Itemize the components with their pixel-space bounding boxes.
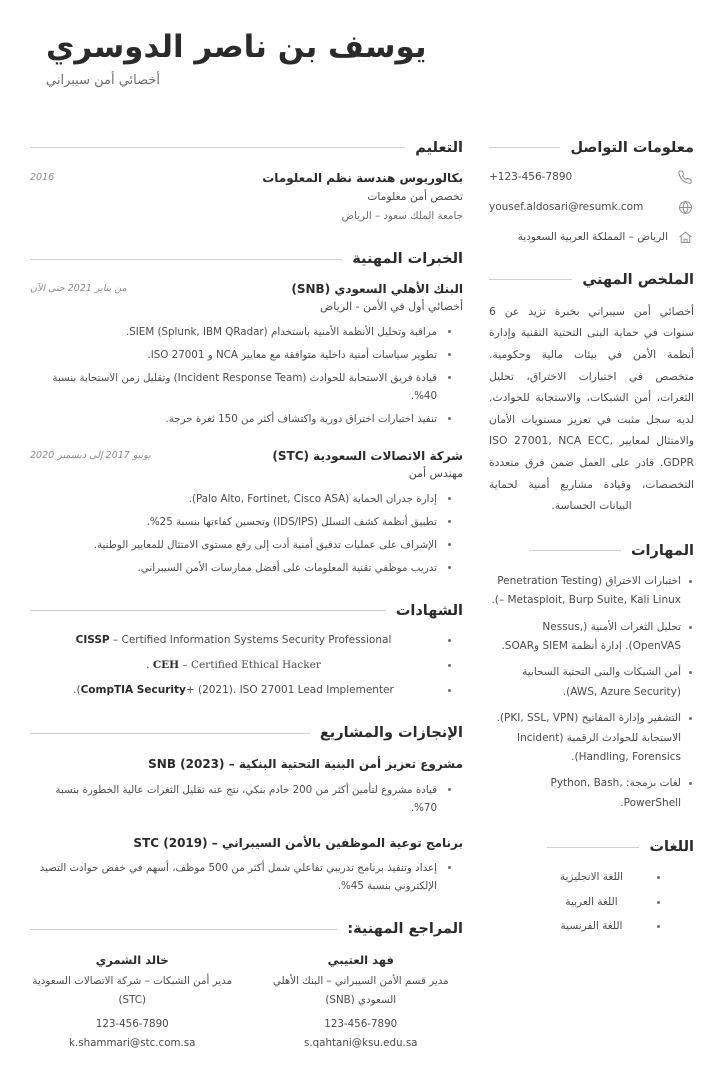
experience-task-list bbox=[30, 323, 463, 428]
certifications-list bbox=[30, 632, 463, 700]
experience-organization: شركة الاتصالات السعودية (STC) bbox=[272, 449, 463, 464]
list-item: اللغة العربية bbox=[489, 893, 694, 912]
experience-organization: البنك الأهلي السعودي (SNB) bbox=[291, 282, 463, 297]
contact-email-value[interactable]: yousef.aldosari@resumk.com bbox=[489, 200, 644, 213]
certification-name: CompTIA Security bbox=[80, 683, 186, 696]
certification-detail: + (2021). ISO 27001 Lead Implementer). bbox=[73, 683, 394, 696]
reference-phone[interactable]: 123-456-7890 bbox=[95, 1018, 169, 1031]
section-contact bbox=[489, 140, 694, 246]
contact-item-email bbox=[489, 199, 694, 216]
list-item: إعداد وتنفيذ برنامج تدريبي تفاعلي شمل أكثر من 500 موظف، أسهم في خفض حوادث التصيد الإلكتروني بنسبة 45%. bbox=[30, 859, 463, 895]
contact-item-location bbox=[489, 229, 694, 246]
reference-name: فهد العتيبي bbox=[327, 953, 394, 968]
section-title-certifications: الشهادات bbox=[395, 602, 463, 619]
candidate-name: يوسف بن ناصر الدوسري bbox=[46, 29, 427, 65]
home-icon bbox=[677, 229, 694, 246]
section-title-experience: الخبرات المهنية bbox=[352, 251, 463, 268]
experience-entry bbox=[30, 280, 463, 428]
education-entry bbox=[30, 169, 463, 226]
project-entry bbox=[30, 754, 463, 816]
references-list bbox=[30, 950, 463, 1053]
certification-name: CISSP bbox=[75, 633, 110, 646]
list-item: التشفير وإدارة المفاتيح (PKI, SSL, VPN). الاستجابة للحوادث الرقمية (Incident Handling, Forensics). bbox=[489, 709, 694, 767]
list-item: تطوير سياسات أمنية داخلية متوافقة مع معايير NCA و ISO 27001. bbox=[30, 346, 463, 364]
list-item bbox=[30, 682, 463, 700]
list-item: قيادة مشروع لتأمين أكثر من 200 خادم بنكي، نتج عنه تقليل الثغرات عالية الخطورة بنسبة 70%. bbox=[30, 781, 463, 817]
education-field: تخصص أمن معلومات bbox=[367, 190, 463, 204]
section-projects bbox=[30, 725, 463, 895]
summary-text: أخصائي أمن سيبراني بخبرة تزيد عن 6 سنوات في حماية البنى التحتية التقنية وإدارة أنظمة الأمن في بيئات مالية وحكومية. متخصص في اختبارات الاختراق، تحليل الثغرات، أمن الشبكات، والاستجابة للحوادث. لديه سجل مثبت في تعزيز مستويات الأمان والامتثال لمعايير ISO 27001, NCA ECC, GDPR. قادر على العمل ضمن فرق متعددة التخصصات، وقيادة مشاريع أمنية لحماية البيانات الحساسة. bbox=[489, 304, 695, 513]
section-languages bbox=[489, 839, 694, 936]
section-summary bbox=[489, 272, 694, 517]
section-divider bbox=[30, 610, 386, 611]
section-education bbox=[30, 140, 463, 226]
section-title-languages: اللغات bbox=[649, 839, 694, 856]
globe-icon bbox=[677, 199, 694, 216]
project-title: برنامج توعية الموظفين بالأمن السيبراني – (STC (2019 bbox=[133, 835, 463, 850]
main-column bbox=[30, 140, 463, 1079]
section-header bbox=[489, 140, 694, 156]
list-item: تدريب موظفي تقنية المعلومات على أفضل ممارسات الأمن السيبراني. bbox=[30, 559, 463, 577]
section-divider bbox=[489, 147, 560, 148]
contact-location-value: الرياض – المملكة العربية السعودية bbox=[517, 230, 668, 243]
project-point-list bbox=[30, 781, 463, 817]
list-item: إدارة جدران الحماية (Palo Alto, Fortinet, Cisco ASA). bbox=[30, 490, 463, 508]
list-item: تنفيذ اختبارات اختراق دورية واكتشاف أكثر من 150 ثغرة حرجة. bbox=[30, 410, 463, 428]
section-divider bbox=[547, 847, 639, 848]
education-degree: بكالوريوس هندسة نظم المعلومات bbox=[262, 170, 463, 185]
experience-role: مهندس أمن bbox=[408, 467, 463, 481]
experience-date: يونيو 2017 إلى ديسمبر 2020 bbox=[30, 450, 151, 462]
section-divider bbox=[30, 259, 342, 260]
section-divider bbox=[529, 550, 621, 551]
list-item bbox=[30, 657, 463, 675]
education-year: 2016 bbox=[30, 171, 55, 183]
certification-name: CEH bbox=[152, 658, 180, 671]
skills-list bbox=[489, 572, 694, 814]
section-header bbox=[30, 140, 463, 156]
section-divider bbox=[30, 147, 405, 148]
certification-detail: – Certified Ethical Hacker . bbox=[146, 658, 321, 671]
candidate-job-title: أخصائي أمن سيبراني bbox=[46, 72, 161, 88]
section-title-education: التعليم bbox=[415, 139, 463, 156]
reference-name: خالد الشمري bbox=[95, 953, 169, 968]
project-entry bbox=[30, 833, 463, 895]
project-point-list bbox=[30, 859, 463, 895]
reference-email[interactable]: s.qahtani@ksu.edu.sa bbox=[303, 1037, 418, 1050]
section-references bbox=[30, 921, 463, 1053]
resume-header bbox=[0, 0, 724, 88]
experience-role: أخصائي أول في الأمن - الرياض bbox=[320, 300, 463, 314]
section-header bbox=[489, 839, 694, 855]
reference-phone[interactable]: 123-456-7890 bbox=[324, 1018, 398, 1031]
list-item bbox=[30, 632, 463, 650]
resume-body bbox=[0, 88, 724, 1079]
section-title-projects: الإنجازات والمشاريع bbox=[319, 725, 463, 742]
list-item: تطبيق أنظمة كشف التسلل (IDS/IPS) وتحسين كفاءتها بنسبة 25%. bbox=[30, 513, 463, 531]
contact-list bbox=[489, 169, 694, 246]
section-title-contact: معلومات التواصل bbox=[570, 139, 694, 156]
list-item: تحليل الثغرات الأمنية (Nessus, OpenVAS). إدارة أنظمة SIEM وSOAR. bbox=[489, 618, 694, 657]
contact-phone-value[interactable]: +123-456-7890 bbox=[489, 170, 573, 183]
experience-date: من يناير 2021 حتى الآن bbox=[30, 283, 127, 295]
experience-task-list bbox=[30, 490, 463, 577]
languages-list bbox=[489, 868, 694, 936]
list-item: أمن الشبكات والبنى التحتية السحابية (AWS, Azure Security). bbox=[489, 663, 694, 702]
reference-email[interactable]: k.shammari@stc.com.sa bbox=[69, 1037, 196, 1050]
list-item: اختبارات الاختراق (Penetration Testing – Metasploit, Burp Suite, Kali Linux). bbox=[489, 572, 694, 611]
reference-role: مدير أمن الشبكات – شركة الاتصالات السعودية (STC) bbox=[32, 975, 233, 1007]
section-header bbox=[489, 272, 694, 288]
section-header bbox=[30, 725, 463, 741]
section-divider bbox=[30, 733, 310, 734]
list-item: اللغة الانجليزية bbox=[489, 868, 694, 887]
section-header bbox=[30, 603, 463, 619]
list-item: لغات برمجة: Python, Bash, PowerShell. bbox=[489, 774, 694, 813]
reference-card bbox=[30, 950, 235, 1053]
project-title: مشروع تعزيز أمن البنية التحتية البنكية – (SNB (2023 bbox=[148, 757, 463, 772]
section-divider bbox=[489, 279, 572, 280]
section-header bbox=[30, 921, 463, 937]
list-item: قيادة فريق الاستجابة للحوادث (Incident Response Team) وتقليل زمن الاستجابة بنسبة 40%. bbox=[30, 369, 463, 405]
list-item: اللغة الفرنسية bbox=[489, 917, 694, 936]
section-title-skills: المهارات bbox=[630, 542, 694, 559]
sidebar-column bbox=[489, 140, 694, 963]
list-item: الإشراف على عمليات تدقيق أمنية أدت إلى رفع مستوى الامتثال للمعايير الوطنية. bbox=[30, 536, 463, 554]
reference-role: مدير قسم الأمن السيبراني – البنك الأهلي السعودي (SNB) bbox=[272, 975, 449, 1007]
section-title-summary: الملخص المهني bbox=[582, 271, 694, 288]
section-header bbox=[30, 251, 463, 267]
education-school: جامعة الملك سعود – الرياض bbox=[341, 209, 463, 222]
experience-entry bbox=[30, 447, 463, 577]
reference-card bbox=[259, 950, 464, 1053]
section-skills bbox=[489, 543, 694, 814]
phone-icon bbox=[677, 169, 694, 186]
section-title-references: المراجع المهنية: bbox=[347, 921, 463, 938]
section-experience bbox=[30, 251, 463, 577]
contact-item-phone bbox=[489, 169, 694, 186]
section-header bbox=[489, 543, 694, 559]
section-certifications bbox=[30, 603, 463, 700]
certification-detail: – Certified Information Systems Security Professional bbox=[109, 633, 392, 646]
list-item: مراقبة وتحليل الأنظمة الأمنية باستخدام SIEM (Splunk, IBM QRadar). bbox=[30, 323, 463, 341]
section-divider bbox=[30, 929, 337, 930]
